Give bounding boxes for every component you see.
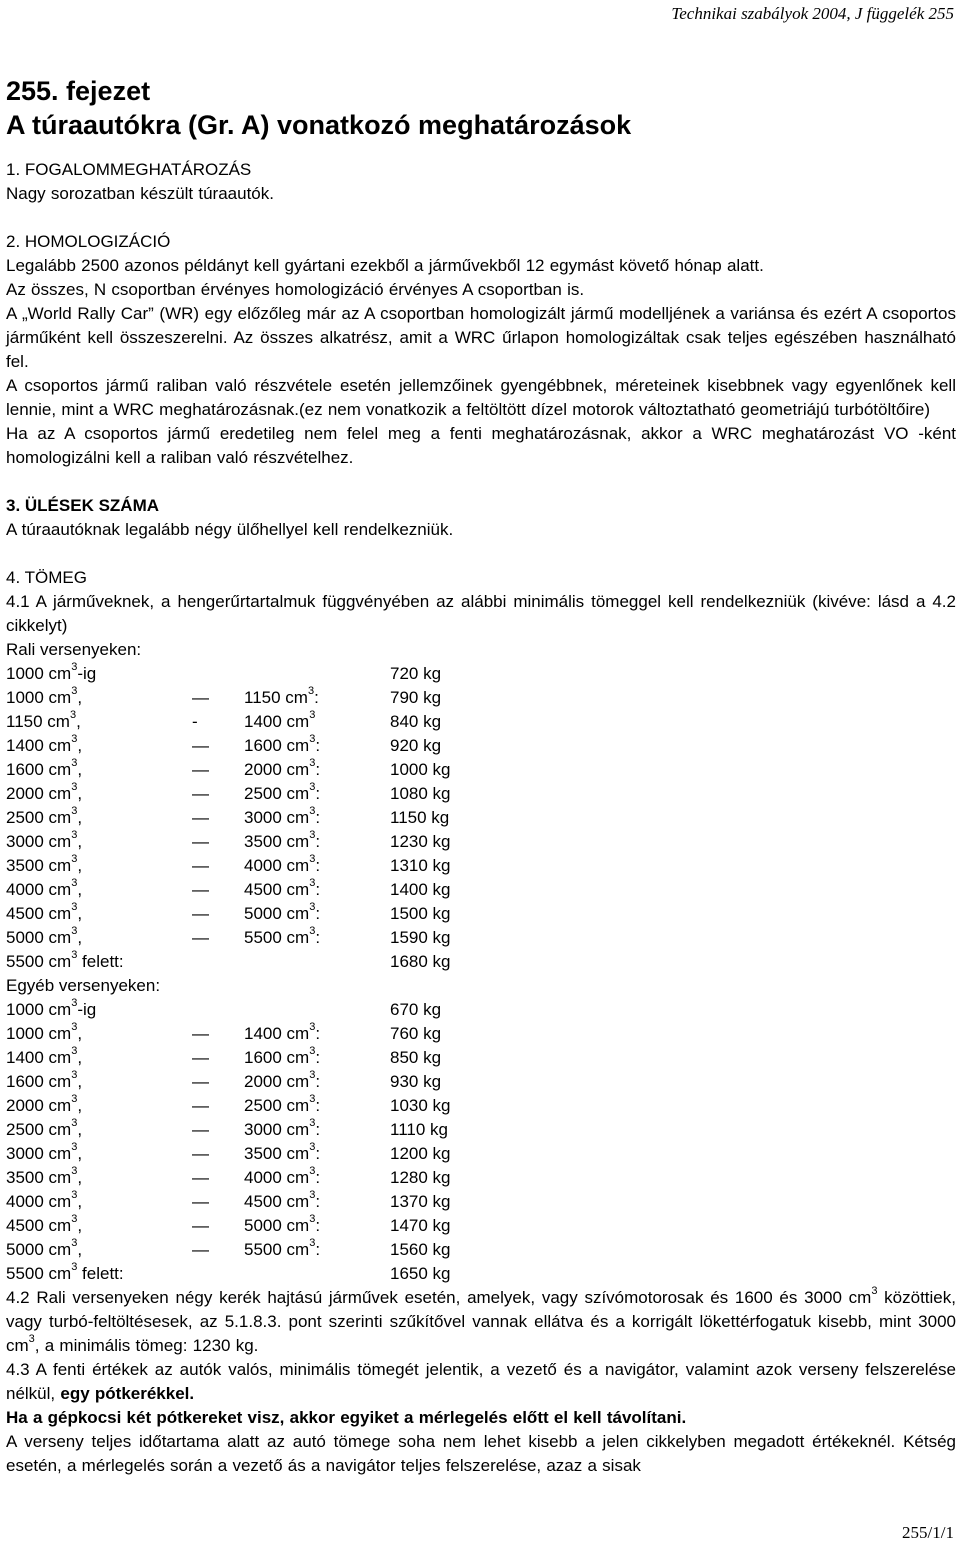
displacement-from: 5000 $cm^3$,: [6, 1237, 83, 1259]
displacement-to: 3500 $cm^3$:: [244, 829, 321, 851]
displacement-to: 1400 $cm^3$:: [244, 1021, 321, 1043]
range-dash: —: [192, 1144, 209, 1163]
displacement-to: 2500 $cm^3$:: [244, 781, 321, 803]
minimum-mass: 1470 kg: [390, 1216, 451, 1235]
displacement-from: 5500 $cm^3$ felett:: [6, 949, 124, 971]
section-2-p2: Az összes, N csoportban érvényes homologizáció érvényes A csoportban is.: [6, 280, 585, 299]
displacement-to: 3000 $cm^3$:: [244, 1117, 321, 1139]
rally-row: [6, 686, 956, 710]
minimum-mass: 720 kg: [390, 664, 442, 683]
displacement-from: 1000 $cm^3$,: [6, 685, 83, 707]
minimum-mass: 1080 kg: [390, 784, 451, 803]
rally-row: [6, 854, 956, 878]
displacement-to: 5500 $cm^3$:: [244, 1237, 321, 1259]
displacement-from: 1150 $cm^3$,: [6, 709, 81, 731]
minimum-mass: 1110 kg: [390, 1120, 448, 1139]
rally-row: [6, 926, 956, 950]
range-dash: -: [192, 712, 198, 731]
range-dash: —: [192, 1096, 209, 1115]
running-header: Technikai szabályok 2004, J függelék 255: [671, 4, 954, 23]
section-4-title: 4. TÖMEG: [6, 568, 87, 587]
other-row: [6, 1094, 956, 1118]
rally-row: [6, 734, 956, 758]
minimum-mass: 1370 kg: [390, 1192, 451, 1211]
minimum-mass: 1030 kg: [390, 1096, 451, 1115]
section-4-2-text: [6, 1286, 956, 1358]
range-dash: —: [192, 1072, 209, 1091]
displacement-to: 4500 $cm^3$:: [244, 877, 321, 899]
minimum-mass: 790 kg: [390, 688, 442, 707]
displacement-to: 1600 $cm^3$:: [244, 1045, 321, 1067]
displacement-to: 5500 $cm^3$:: [244, 925, 321, 947]
displacement-to: 4500 $cm^3$:: [244, 1189, 321, 1211]
other-heading: [6, 974, 956, 998]
displacement-from: 3500 $cm^3$,: [6, 1165, 83, 1187]
range-dash: —: [192, 808, 209, 827]
section-2-p3: A „World Rally Car” (WR) egy előzőleg már az A csoportban homologizált jármű modelljének a variánsa és ezért A csoportos járműként kell összeszerelni. Az összes alkatrész, amit a WRC űrlapon homologizáltak csak teljes egészében használható fel.: [6, 304, 956, 371]
displacement-to: 5000 $cm^3$:: [244, 901, 321, 923]
minimum-mass: 1200 kg: [390, 1144, 451, 1163]
minimum-mass: 850 kg: [390, 1048, 442, 1067]
other-row: [6, 1190, 956, 1214]
displacement-from: 4500 $cm^3$,: [6, 901, 83, 923]
superscript-3: 3: [871, 1285, 878, 1298]
other-row: [6, 1118, 956, 1142]
other-row: [6, 1166, 956, 1190]
rally-row: [6, 878, 956, 902]
minimum-mass: 1500 kg: [390, 904, 451, 923]
section-2-p5: Ha az A csoportos jármű eredetileg nem felel meg a fenti meghatározásnak, akkor a WRC meghatározást VO -ként homologizálni kell a raliban való részvételhez.: [6, 424, 956, 467]
rally-row: [6, 710, 956, 734]
range-dash: —: [192, 760, 209, 779]
s43-bold: egy pótkerékkel.: [60, 1384, 195, 1403]
displacement-from: 4500 $cm^3$,: [6, 1213, 83, 1235]
displacement-from: 1400 $cm^3$,: [6, 1045, 83, 1067]
displacement-to: 3000 $cm^3$:: [244, 805, 321, 827]
chapter-number: 255. fejezet: [6, 76, 151, 106]
s43-part-a: 4.3 A fenti értékek az autók valós, minimális tömegét jelentik, a vezető és a navigátor, valamint azok verseny felszerelése nélkül,: [6, 1360, 956, 1403]
range-dash: —: [192, 784, 209, 803]
minimum-mass: 1650 kg: [390, 1264, 451, 1283]
minimum-mass: 1150 kg: [390, 808, 450, 827]
minimum-mass: 1590 kg: [390, 928, 451, 947]
range-dash: —: [192, 832, 209, 851]
displacement-from: 2500 $cm^3$,: [6, 1117, 83, 1139]
displacement-from: 4000 $cm^3$,: [6, 877, 83, 899]
minimum-mass: 920 kg: [390, 736, 442, 755]
displacement-from: 5000 $cm^3$,: [6, 925, 83, 947]
minimum-mass: 1680 kg: [390, 952, 451, 971]
other-row: [6, 1046, 956, 1070]
displacement-from: 1400 $cm^3$,: [6, 733, 83, 755]
other-row: [6, 1214, 956, 1238]
rally-heading-label: Rali versenyeken:: [6, 640, 142, 659]
range-dash: —: [192, 856, 209, 875]
minimum-mass: 670 kg: [390, 1000, 442, 1019]
s42-part-b: közöttiek, vagy turbó-feltöltésesek, az 5.1.8.3. pont szerinti szűkítővel vannak ellátva és a korrigált lökettérfogatuk kisebb, mint 3000 cm: [6, 1288, 956, 1355]
displacement-from: 1000 $cm^3-ig$: [6, 997, 97, 1019]
displacement-to: 2000 $cm^3$:: [244, 757, 321, 779]
rally-row: [6, 830, 956, 854]
range-dash: —: [192, 904, 209, 923]
displacement-from: 1000 $cm^3-ig$: [6, 661, 97, 683]
displacement-from: 3000 $cm^3$,: [6, 1141, 83, 1163]
range-dash: —: [192, 736, 209, 755]
superscript-3: 3: [28, 1333, 35, 1346]
rally-row: [6, 662, 956, 686]
range-dash: —: [192, 1192, 209, 1211]
displacement-from: 2000 $cm^3$,: [6, 1093, 83, 1115]
section-3-title: 3. ÜLÉSEK SZÁMA: [6, 496, 160, 515]
rally-heading: [6, 638, 956, 662]
section-4-1-text: 4.1 A járműveknek, a hengerűrtartalmuk függvényében az alábbi minimális tömeggel kell rendelkezniük (kivéve: lásd a 4.2 cikkelyt): [6, 592, 956, 635]
range-dash: —: [192, 1168, 209, 1187]
section-2-title: 2. HOMOLOGIZÁCIÓ: [6, 232, 171, 251]
minimum-mass: 1400 kg: [390, 880, 451, 899]
displacement-to: 2000 $cm^3$:: [244, 1069, 321, 1091]
displacement-to: 1400 $cm^3$: [244, 709, 316, 731]
range-dash: —: [192, 1024, 209, 1043]
range-dash: —: [192, 928, 209, 947]
range-dash: —: [192, 1240, 209, 1259]
displacement-to: 1150 $cm^3$:: [244, 685, 319, 707]
other-heading-label: Egyéb versenyeken:: [6, 976, 161, 995]
rally-row: [6, 902, 956, 926]
minimum-mass: 760 kg: [390, 1024, 442, 1043]
minimum-mass: 1310 kg: [390, 856, 451, 875]
other-row: [6, 1022, 956, 1046]
other-row: [6, 998, 956, 1022]
section-1-title: 1. FOGALOMMEGHATÁROZÁS: [6, 160, 252, 179]
range-dash: —: [192, 1216, 209, 1235]
displacement-from: 1000 $cm^3$,: [6, 1021, 83, 1043]
displacement-from: 5500 $cm^3$ felett:: [6, 1261, 124, 1283]
page-number: 255/1/1: [902, 1523, 954, 1542]
section-2-p4: A csoportos jármű raliban való részvétele esetén jellemzőinek gyengébbnek, méreteinek kisebbnek vagy egyenlőnek kell lennie, mint a WRC meghatározásnak.(ez nem vonatkozik a feltöltött dízel motorok változtatható geometriájú turbótöltőire): [6, 376, 956, 419]
other-row: [6, 1262, 956, 1286]
document-body: [6, 74, 956, 1478]
s42-part-a: 4.2 Rali versenyeken négy kerék hajtású járművek esetén, amelyek, vagy szívómotorosak és 1600 és 3000 cm: [6, 1288, 872, 1307]
section-1-text: Nagy sorozatban készült túraautók.: [6, 184, 274, 203]
displacement-from: 1600 $cm^3$,: [6, 1069, 83, 1091]
displacement-to: 4000 $cm^3$:: [244, 853, 321, 875]
rally-row: [6, 782, 956, 806]
other-row: [6, 1238, 956, 1262]
displacement-to: 4000 $cm^3$:: [244, 1165, 321, 1187]
minimum-mass: 1000 kg: [390, 760, 451, 779]
other-row: [6, 1070, 956, 1094]
range-dash: —: [192, 880, 209, 899]
section-4-3-continuation: A verseny teljes időtartama alatt az autó tömege soha nem lehet kisebb a jelen cikkelyben megadott értékeknél. Kétség esetén, a mérlegelés során a vezető ás a navigátor teljes felszerelése, azaz a sisak: [6, 1432, 956, 1475]
rally-mass-table: [6, 638, 956, 1286]
minimum-mass: 1560 kg: [390, 1240, 451, 1259]
rally-row: [6, 758, 956, 782]
displacement-from: 3000 $cm^3$,: [6, 829, 83, 851]
minimum-mass: 1230 kg: [390, 832, 451, 851]
section-4-3-text: [6, 1358, 956, 1406]
minimum-mass: 930 kg: [390, 1072, 442, 1091]
displacement-from: 2000 $cm^3$,: [6, 781, 83, 803]
rally-row: [6, 950, 956, 974]
displacement-from: 2500 $cm^3$,: [6, 805, 83, 827]
minimum-mass: 1280 kg: [390, 1168, 451, 1187]
range-dash: —: [192, 1048, 209, 1067]
chapter-title: A túraautókra (Gr. A) vonatkozó meghatározások: [6, 110, 632, 140]
minimum-mass: 840 kg: [390, 712, 442, 731]
displacement-to: 3500 $cm^3$:: [244, 1141, 321, 1163]
rally-row: [6, 806, 956, 830]
s42-part-c: , a minimális tömeg: 1230 kg.: [34, 1336, 259, 1355]
displacement-from: 4000 $cm^3$,: [6, 1189, 83, 1211]
range-dash: —: [192, 1120, 209, 1139]
displacement-from: 3500 $cm^3$,: [6, 853, 83, 875]
displacement-to: 5000 $cm^3$:: [244, 1213, 321, 1235]
other-row: [6, 1142, 956, 1166]
range-dash: —: [192, 688, 209, 707]
section-2-p1: Legalább 2500 azonos példányt kell gyártani ezekből a járművekből 12 egymást követő hónap alatt.: [6, 256, 764, 275]
section-3-text: A túraautóknak legalább négy ülőhellyel kell rendelkezniük.: [6, 520, 454, 539]
displacement-to: 1600 $cm^3$:: [244, 733, 321, 755]
displacement-to: 2500 $cm^3$:: [244, 1093, 321, 1115]
displacement-from: 1600 $cm^3$,: [6, 757, 83, 779]
section-4-3-bold-rule: Ha a gépkocsi két pótkereket visz, akkor egyiket a mérlegelés előtt el kell távolítani.: [6, 1408, 687, 1427]
